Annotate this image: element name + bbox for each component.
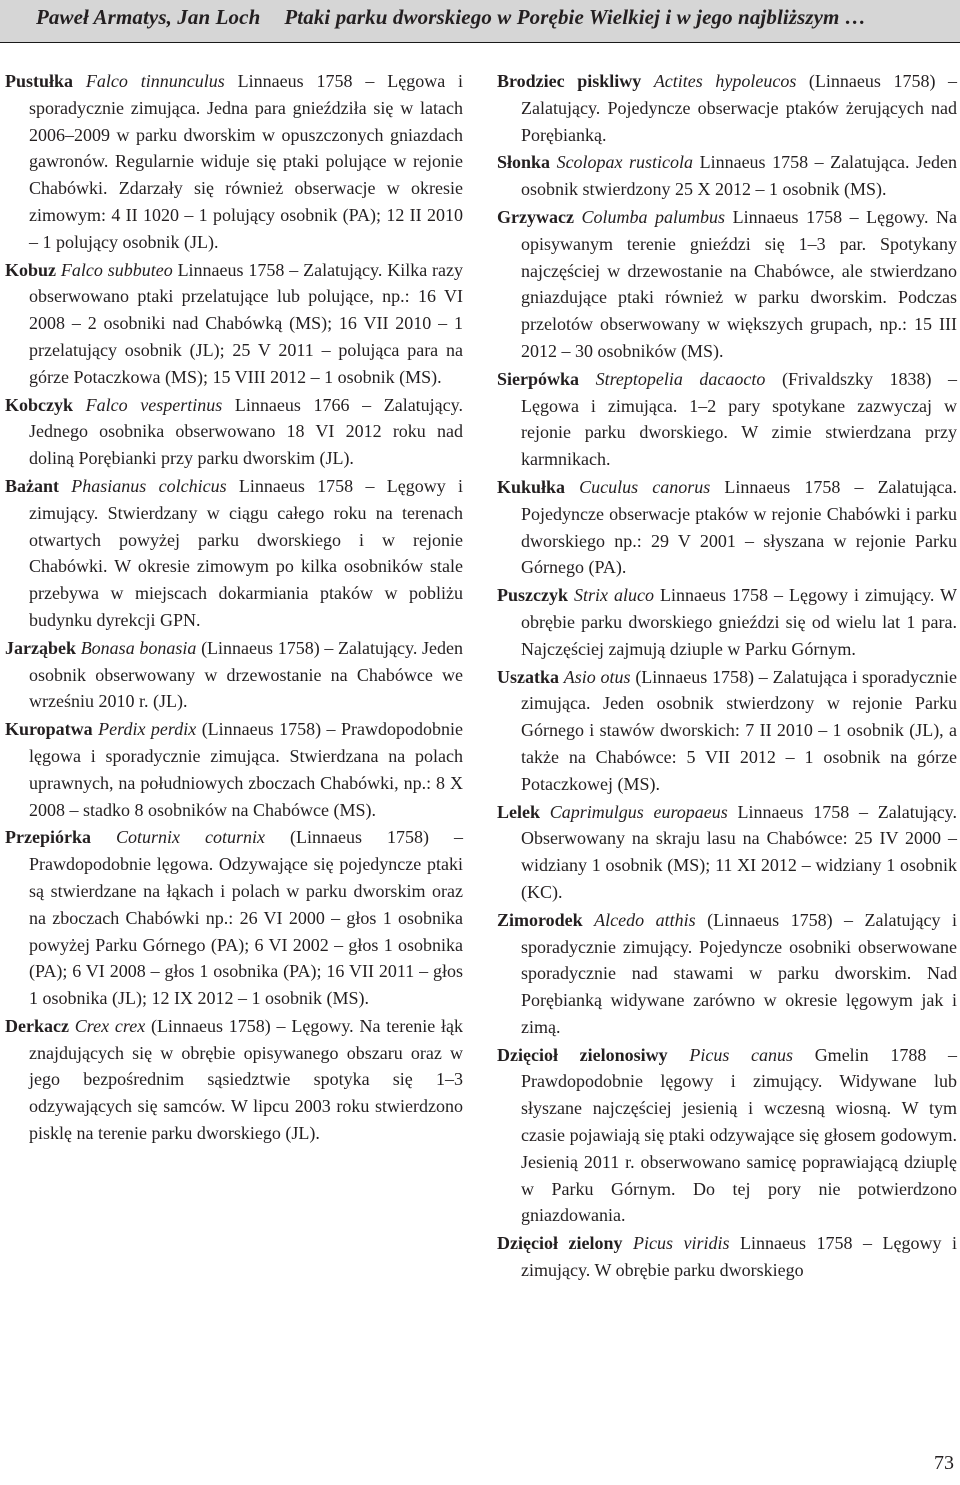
species-name: Lelek [497, 801, 540, 822]
species-name: Dzięcioł zielony [497, 1233, 623, 1254]
running-header [0, 0, 960, 43]
page-number: 73 [934, 1452, 954, 1474]
species-entry [5, 716, 463, 823]
species-description: (Linnaeus 1758) – Lęgowy. Na terenie łąk znajdujących się w obrębie opisywanego obszaru oraz w jego bezpośrednim sąsiedztwie spotyka się 1–3 odzywających się samców. W lipcu 2003 roku stwierdzono pisklę na terenie parku dworskiego (JL). [29, 1015, 463, 1144]
species-latin-name: Bonasa bonasia [80, 637, 197, 658]
right-column [497, 68, 957, 1285]
species-description: (Linnaeus 1758) – Zalatujący i sporadycznie zimujący. Pojedyncze osobniki obserwowane sporadycznie nad stawami w parku dworskim. Nad Porębianką widywane zarówno w okresie lęgowym jak i zimą. [521, 909, 957, 1037]
species-latin-name: Picus canus [689, 1044, 793, 1065]
species-latin-name: Asio otus [563, 666, 631, 687]
species-entry [497, 1042, 957, 1230]
species-name: Uszatka [497, 666, 559, 687]
species-name: Brodziec piskliwy [497, 71, 642, 91]
species-entry [5, 473, 463, 634]
species-latin-name: Alcedo atthis [594, 909, 696, 930]
species-latin-name: Streptopelia dacaocto [595, 368, 766, 389]
species-latin-name: Caprimulgus europaeus [549, 801, 728, 822]
species-entry [5, 257, 463, 391]
species-name: Derkacz [5, 1015, 69, 1036]
species-entry [497, 204, 957, 365]
species-description: Linnaeus 1758 – Lęgowy i zimujący. W obrębie parku dworskiego gnieździ się od wielu lat 1 para. Najczęściej zajmują dziuple w Parku Górnym. [521, 585, 958, 659]
species-description: Gmelin 1788 – Prawdopodobnie lęgowy i zimujący. Widywane lub słyszane najczęściej jesienią i wczesną wiosną. W tym czasie pojawiają się ptaki odzywające się głosem godowym. Jesienią 2011 r. obserwowano samicę poprawiającą dziuplę w Parku Górnym. Do tej pory nie potwierdzono gniazdowania. [521, 1044, 958, 1226]
species-name: Zimorodek [497, 909, 583, 930]
header-authors: Paweł Armatys, Jan Loch [36, 5, 261, 29]
species-description: Linnaeus 1766 – Zalatujący. Jednego osobnika obserwowano 18 VI 2012 roku nad doliną Porębianki przy parku dworskim (JL). [29, 394, 463, 469]
species-description: Linnaeus 1758 – Lęgowy i zimujący. Stwierdzany w ciągu całego roku na terenach otwartych powyżej parku dworskiego i w rejonie Chabówki. W okresie zimowym po kilka osobników stale przebywa w miejscach dokarmiania ptaków w pobliżu budynku dyrekcji GPN. [29, 475, 464, 630]
species-description: Linnaeus 1758 – Zalatujący. Obserwowany na skraju lasu na Chabówce: 25 IV 2000 – widziany 1 osobnik (MS); 11 XI 2012 – widziany 1 osobnik (KC). [521, 801, 958, 902]
species-entry [497, 799, 957, 906]
species-latin-name: Perdix perdix [98, 719, 197, 740]
species-latin-name: Crex crex [74, 1015, 146, 1036]
species-description: (Linnaeus 1758) – Prawdopodobnie lęgowa. Odzywające się pojedyncze ptaki są stwierdzane na łąkach i polach w parku dworskim oraz na zboczach Chabówki np.: 26 VI 2000 – głos 1 osobnika powyżej Parku Górnego (PA); 6 VI 2002 – głos 1 osobnika (PA); 6 VI 2008 – głos 1 osobnika (PA); 16 VII 2011 – głos 1 osobnika (JL); 12 IX 2012 – 1 osobnik (MS). [29, 827, 464, 1009]
species-name: Dzięcioł zielonosiwy [497, 1044, 668, 1065]
species-entry [497, 664, 957, 798]
species-description: (Linnaeus 1758) – Zalatujący. Pojedyncze obserwacje ptaków żerujących nad Porębianką. [521, 71, 957, 145]
species-description: Linnaeus 1758 – Lęgowy. Na opisywanym terenie gnieździ się 1–3 par. Spotykany najczęściej w drzewostanie na Chabówce, ale stwierdzano gniazdujące ptaki również w parku dworskim. Podczas przelotów obserwowany w większych grupach, np.: 15 III 2012 – 30 osobników (MS). [521, 206, 957, 361]
species-name: Kobuz [5, 259, 57, 280]
species-description: (Linnaeus 1758) – Prawdopodobnie lęgowa i sporadycznie zimująca. Stwierdzana na polach uprawnych, na południowych zboczach Chabówki, np.: 8 X 2008 – stadko 8 osobników na Chabówce (MS). [29, 719, 463, 820]
left-column [5, 68, 463, 1148]
species-entry [5, 68, 463, 256]
species-name: Przepiórka [5, 827, 91, 848]
header-title: Ptaki parku dworskiego w Porębie Wielkiej i w jego najbliższym … [284, 5, 866, 29]
species-name: Słonka [497, 152, 551, 173]
species-entry [5, 392, 463, 472]
species-latin-name: Strix aluco [574, 585, 655, 606]
species-description: Linnaeus 1758 – Lęgowy i zimujący. W obrębie parku dworskiego [521, 1233, 957, 1281]
species-latin-name: Cuculus canorus [579, 476, 711, 497]
species-latin-name: Falco vespertinus [85, 394, 223, 415]
species-entry [497, 366, 957, 473]
species-description: (Linnaeus 1758) – Zalatujący. Jeden osobnik obserwowany w drzewostanie na Chabówce we wrześniu 2010 r. (JL). [29, 637, 464, 712]
species-entry [5, 1013, 463, 1147]
species-latin-name: Actites hypoleucos [653, 71, 797, 91]
species-description: Linnaeus 1758 – Zalatująca. Pojedyncze obserwacje ptaków w rejonie Chabówki i parku dworskiego np.: 29 V 2001 – słyszana w rejonie Parku Górnego (PA). [521, 476, 958, 578]
species-name: Kobczyk [5, 394, 74, 415]
species-name: Grzywacz [497, 206, 574, 227]
species-latin-name: Coturnix coturnix [116, 827, 265, 848]
species-description: Linnaeus 1758 – Lęgowa i sporadycznie zimująca. Jedna para gnieździła się w latach 2006–2009 w parku dworskim w opuszczonych gniazdach gawronów. Regularnie widuje się ptaki polujące w rejonie Chabówki. Zdarzały się również obserwacje w okresie zimowym: 4 II 1020 – 1 polujący osobnik (PA); 12 II 2010 – 1 polujący osobnik (JL). [29, 71, 464, 252]
species-entry [497, 474, 957, 581]
species-entry [497, 68, 957, 148]
species-description: (Linnaeus 1758) – Zalatująca i sporadycznie zimująca. Jeden osobnik stwierdzony w rejonie Parku Górnego i stawów dworskich: 7 II 2010 – 1 osobnik (JL), a także na Chabówce: 5 VII 2012 – 1 osobnik na górze Potaczkowej (MS). [521, 666, 958, 794]
species-name: Kuropatwa [5, 719, 93, 740]
species-entry [5, 635, 463, 715]
species-entry [497, 1230, 957, 1284]
species-entry [497, 149, 957, 203]
species-description: Linnaeus 1758 – Zalatująca. Jeden osobnik stwierdzony 25 X 2012 – 1 osobnik (MS). [521, 152, 958, 200]
species-name: Puszczyk [497, 585, 568, 606]
running-head-line [36, 5, 866, 30]
species-description: (Frivaldszky 1838) – Lęgowa i zimująca. 1–2 pary spotykane zazwyczaj w rejonie parku dworskiego. W zimie stwierdzana przy karmnikach. [521, 368, 958, 470]
species-description: Linnaeus 1758 – Zalatujący. Kilka razy obserwowano ptaki przelatujące lub polujące, np.: 16 VI 2008 – 2 osobniki nad Chabówką (MS); 16 VII 2010 – 1 przelatujący osobnik (JL); 25 V 2011 – polująca para na górze Potaczkowa (MS); 15 VIII 2012 – 1 osobnik (MS). [29, 259, 464, 387]
species-entry [5, 824, 463, 1012]
species-latin-name: Falco tinnunculus [85, 71, 225, 91]
species-latin-name: Scolopax rusticola [556, 152, 694, 173]
species-entry [497, 907, 957, 1041]
species-latin-name: Falco subbuteo [60, 259, 173, 280]
species-entry [497, 582, 957, 662]
species-latin-name: Columba palumbus [581, 206, 726, 227]
species-name: Pustułka [5, 71, 74, 91]
species-latin-name: Phasianus colchicus [71, 475, 227, 496]
species-name: Sierpówka [497, 368, 580, 389]
species-name: Jarząbek [5, 637, 76, 658]
species-latin-name: Picus viridis [632, 1233, 730, 1254]
species-name: Bażant [5, 475, 59, 496]
species-name: Kukułka [497, 476, 566, 497]
